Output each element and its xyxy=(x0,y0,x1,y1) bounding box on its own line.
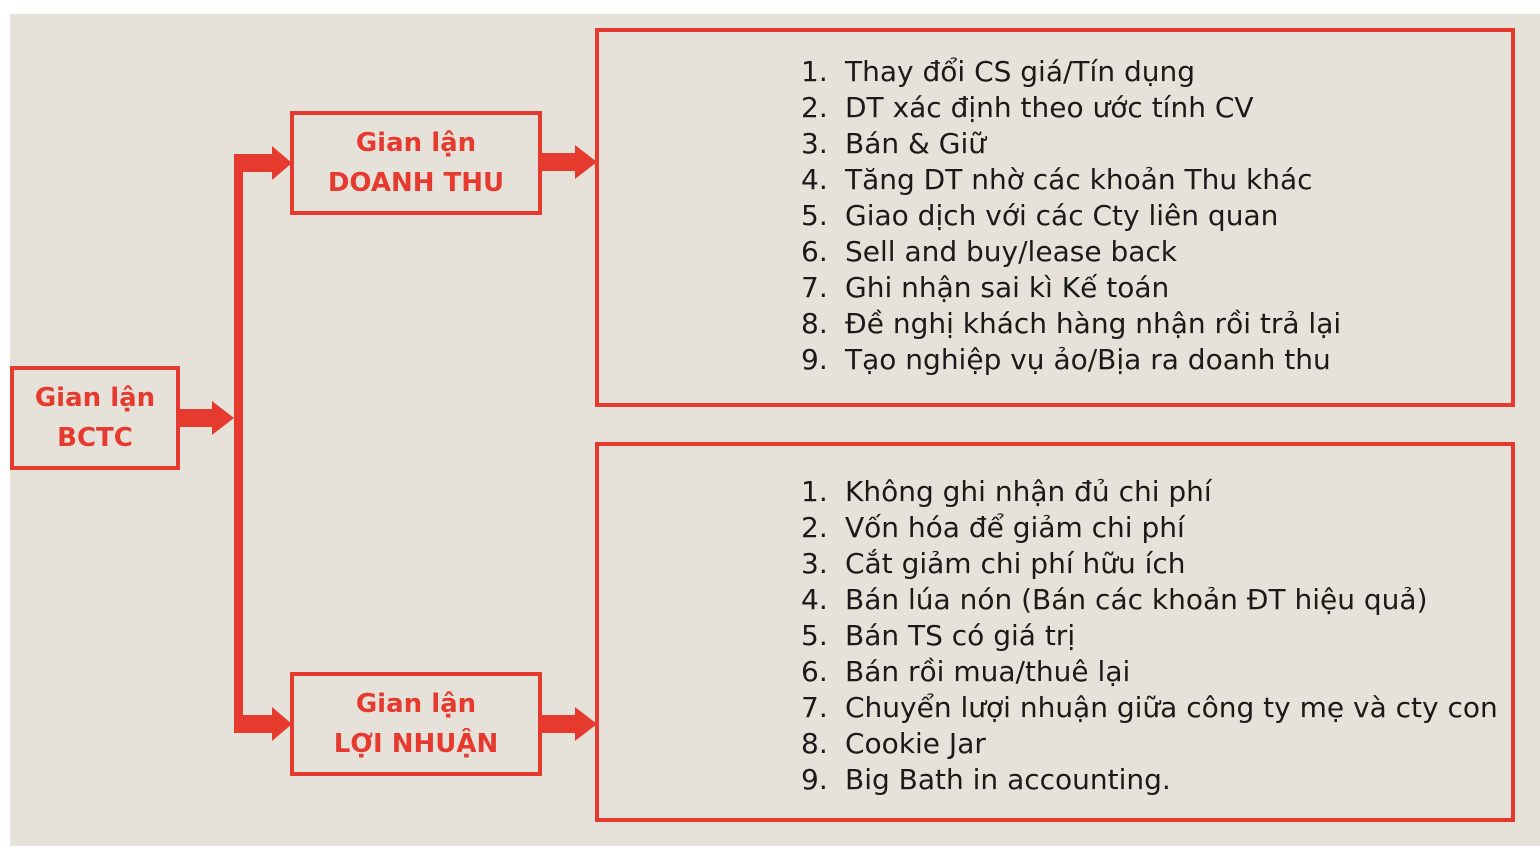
item-number: 4. xyxy=(801,163,828,196)
item-text: Bán lúa nón (Bán các khoản ĐT hiệu quả) xyxy=(845,583,1428,616)
item-number: 2. xyxy=(801,511,828,544)
list-item xyxy=(801,342,1341,378)
item-number: 4. xyxy=(801,583,828,616)
list-item xyxy=(801,582,1498,618)
node-gian-lan-doanh-thu xyxy=(290,111,542,215)
list-item xyxy=(801,474,1498,510)
revenue-fraud-list xyxy=(801,54,1341,378)
item-text: Tăng DT nhờ các khoản Thu khác xyxy=(845,163,1313,196)
list-item xyxy=(801,762,1498,798)
list-item xyxy=(801,54,1341,90)
list-item xyxy=(801,126,1341,162)
node-bctc-line1: Gian lận xyxy=(34,383,156,413)
item-number: 7. xyxy=(801,691,828,724)
item-text: Tạo nghiệp vụ ảo/Bịa ra doanh thu xyxy=(845,343,1331,376)
item-text: Không ghi nhận đủ chi phí xyxy=(845,475,1212,508)
item-number: 3. xyxy=(801,547,828,580)
item-text: Cookie Jar xyxy=(845,727,986,760)
item-number: 2. xyxy=(801,91,828,124)
revenue-fraud-list-box xyxy=(595,28,1515,407)
item-number: 7. xyxy=(801,271,828,304)
list-item xyxy=(801,618,1498,654)
item-text: Chuyển lượi nhuận giữa công ty mẹ và cty con xyxy=(845,691,1498,724)
node-loi-nhuan-line2: LỢI NHUẬN xyxy=(333,729,499,759)
item-text: Big Bath in accounting. xyxy=(845,763,1171,796)
item-number: 5. xyxy=(801,199,828,232)
item-text: Ghi nhận sai kì Kế toán xyxy=(845,271,1170,304)
list-item xyxy=(801,162,1341,198)
item-text: Giao dịch với các Cty liên quan xyxy=(845,199,1279,232)
item-text: Bán & Giữ xyxy=(845,127,986,160)
item-text: Bán TS có giá trị xyxy=(845,619,1076,652)
item-text: Bán rồi mua/thuê lại xyxy=(845,655,1131,688)
node-doanh-thu-line2: DOANH THU xyxy=(327,168,505,198)
list-item xyxy=(801,198,1341,234)
item-number: 6. xyxy=(801,235,828,268)
list-item xyxy=(801,546,1498,582)
item-text: Sell and buy/lease back xyxy=(845,235,1177,268)
node-bctc-line2: BCTC xyxy=(57,423,133,453)
item-number: 9. xyxy=(801,343,828,376)
node-gian-lan-bctc xyxy=(10,366,180,470)
node-gian-lan-loi-nhuan xyxy=(290,672,542,776)
item-number: 3. xyxy=(801,127,828,160)
item-text: Vốn hóa để giảm chi phí xyxy=(845,511,1185,544)
item-number: 8. xyxy=(801,307,828,340)
item-number: 5. xyxy=(801,619,828,652)
item-text: Đề nghị khách hàng nhận rồi trả lại xyxy=(845,307,1342,340)
node-doanh-thu-line1: Gian lận xyxy=(355,128,477,158)
list-item xyxy=(801,690,1498,726)
node-loi-nhuan-line1: Gian lận xyxy=(355,689,477,719)
list-item xyxy=(801,726,1498,762)
item-number: 1. xyxy=(801,55,828,88)
item-text: Cắt giảm chi phí hữu ích xyxy=(845,547,1186,580)
list-item xyxy=(801,510,1498,546)
list-item xyxy=(801,654,1498,690)
item-text: DT xác định theo ước tính CV xyxy=(845,91,1254,124)
profit-fraud-list xyxy=(801,474,1498,798)
profit-fraud-list-box xyxy=(595,442,1515,822)
list-item xyxy=(801,90,1341,126)
item-number: 1. xyxy=(801,475,828,508)
item-number: 9. xyxy=(801,763,828,796)
list-item xyxy=(801,306,1341,342)
list-item xyxy=(801,270,1341,306)
item-text: Thay đổi CS giá/Tín dụng xyxy=(845,55,1195,88)
item-number: 6. xyxy=(801,655,828,688)
item-number: 8. xyxy=(801,727,828,760)
list-item xyxy=(801,234,1341,270)
